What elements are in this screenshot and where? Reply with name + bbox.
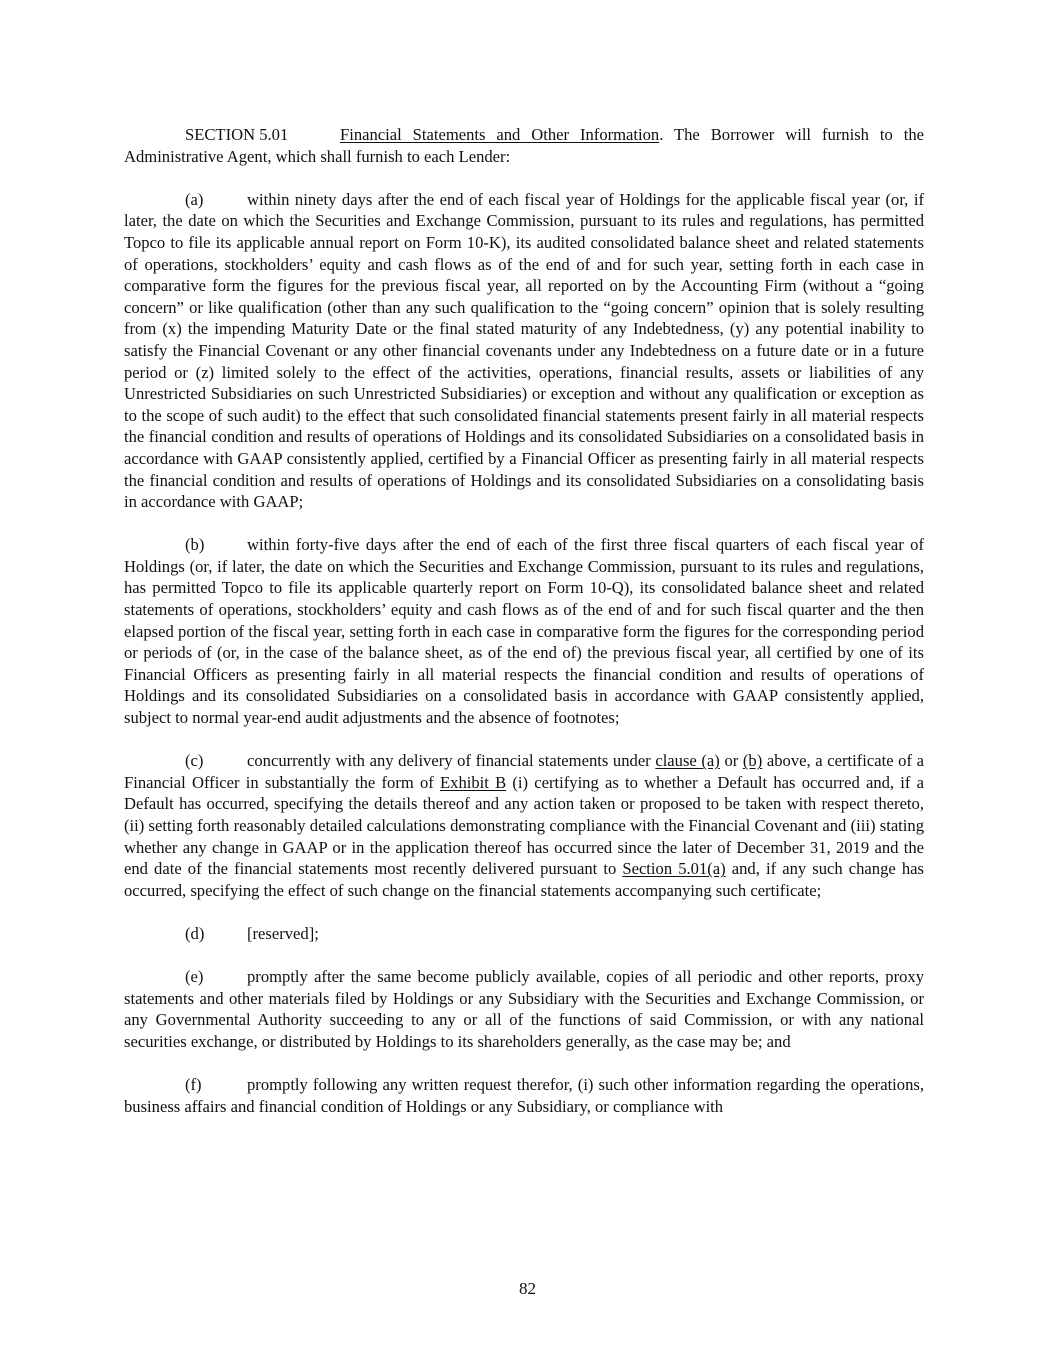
clause-f bbox=[124, 1074, 924, 1117]
exhibit-b-reference: Exhibit B bbox=[440, 772, 507, 792]
clause-e bbox=[124, 966, 924, 1052]
clause-e-label: (e) bbox=[185, 967, 204, 987]
page-number: 82 bbox=[519, 1279, 536, 1298]
clause-c bbox=[124, 750, 924, 901]
clause-c-label: (c) bbox=[185, 751, 204, 771]
clause-a bbox=[124, 189, 924, 513]
section-5-01-a-reference: Section 5.01(a) bbox=[622, 859, 726, 879]
clause-b-reference: (b) bbox=[742, 751, 763, 771]
clause-a-text: within ninety days after the end of each fiscal year of Holdings for the applicable fiscal year (or, if later, the date on which the Securities and Exchange Commission, pursuant to its rules and regulations, has permitted Topco to file its applicable annual report on Form 10-K), its audited consolidated balance sheet and related statements of operations, stockholders’ equity and cash flows as of the end of and for such year, setting forth in each case in comparative form the figures for the previous fiscal year, all reported on by the Accounting Firm (without a “going concern” or like qualification (other than any such qualification to the “going concern” opinion that is solely resulting from (x) the impending Maturity Date or the final stated maturity of any Indebtedness, (y) any potential inability to satisfy the Financial Covenant or any other financial covenants under any Indebtedness on a future date or in a future period or (z) limited solely to the effect of the activities, operations, financial results, assets or liabilities of any Unrestricted Subsidiaries on such Unrestricted Subsidiaries) or exception and without any qualification or exception as to the scope of such audit) to the effect that such consolidated financial statements present fairly in all material respects the financial condition and results of operations of Holdings and its consolidated Subsidiaries on a consolidated basis in accordance with GAAP consistently applied, certified by a Financial Officer as presenting fairly in all material respects the financial condition and results of operations of Holdings and its consolidated Subsidiaries on a consolidating basis in accordance with GAAP; bbox=[124, 189, 924, 512]
document-body bbox=[124, 124, 924, 1117]
section-heading bbox=[124, 124, 924, 167]
section-number: SECTION 5.01 bbox=[185, 125, 289, 144]
clause-b-label: (b) bbox=[185, 535, 205, 555]
clause-e-text: promptly after the same become publicly available, copies of all periodic and other reports, proxy statements and other materials filed by Holdings or any Subsidiary with the Securities and Exchange Commission, or any Governmental Authority succeeding to any or all of the functions of said Commission, or with any national securities exchange, or distributed by Holdings to its shareholders generally, as the case may be; and bbox=[124, 967, 924, 1051]
clause-c-text-5: and, if any such change has occurred, specifying the effect of such change on the financial statements accompanying such certificate; bbox=[124, 859, 924, 900]
section-title: Financial Statements and Other Information bbox=[340, 125, 660, 144]
clause-c-text-3: above, a certificate of a Financial Officer in substantially the form of bbox=[124, 751, 924, 792]
clause-d bbox=[124, 923, 924, 945]
clause-a-reference: clause (a) bbox=[655, 751, 720, 771]
clause-c-text-4: (i) certifying as to whether a Default has occurred and, if a Default has occurred, specifying the details thereof and any action taken or proposed to be taken with respect thereto, (ii) setting forth reasonably detailed calculations demonstrating compliance with the Financial Covenant and (iii) stating whether any change in GAAP or in the application thereof has occurred since the later of December 31, 2019 and the end date of the financial statements most recently delivered pursuant to bbox=[124, 772, 924, 879]
clause-d-text: [reserved]; bbox=[247, 923, 319, 943]
clause-a-label: (a) bbox=[185, 189, 204, 209]
clause-f-label: (f) bbox=[185, 1075, 202, 1095]
clause-c-text-1: concurrently with any delivery of financial statements under bbox=[247, 751, 656, 771]
clause-b bbox=[124, 534, 924, 728]
clause-c-text-2: or bbox=[719, 751, 743, 771]
clause-d-label: (d) bbox=[185, 923, 205, 943]
clause-b-text: within forty-five days after the end of each of the first three fiscal quarters of each fiscal year of Holdings (or, if later, the date on which the Securities and Exchange Commission, pursuant to its rules and regulations, has permitted Topco to file its applicable quarterly report on Form 10-Q), its consolidated balance sheet and related statements of operations, stockholders’ equity and cash flows as of the end of and for such fiscal quarter and the then elapsed portion of the fiscal year, setting forth in each case in comparative form the figures for the corresponding period or periods of (or, in the case of the balance sheet, as of the end of) the previous fiscal year, all certified by one of its Financial Officers as presenting fairly in all material respects the financial condition and results of operations of Holdings and its consolidated Subsidiaries on a consolidated basis in accordance with GAAP consistently applied, subject to normal year-end audit adjustments and the absence of footnotes; bbox=[124, 535, 924, 728]
clause-f-text: promptly following any written request therefor, (i) such other information regarding the operations, business affairs and financial condition of Holdings or any Subsidiary, or compliance with bbox=[124, 1075, 924, 1116]
section-intro: . The Borrower will furnish to the Administrative Agent, which shall furnish to each Lender: bbox=[124, 125, 924, 166]
